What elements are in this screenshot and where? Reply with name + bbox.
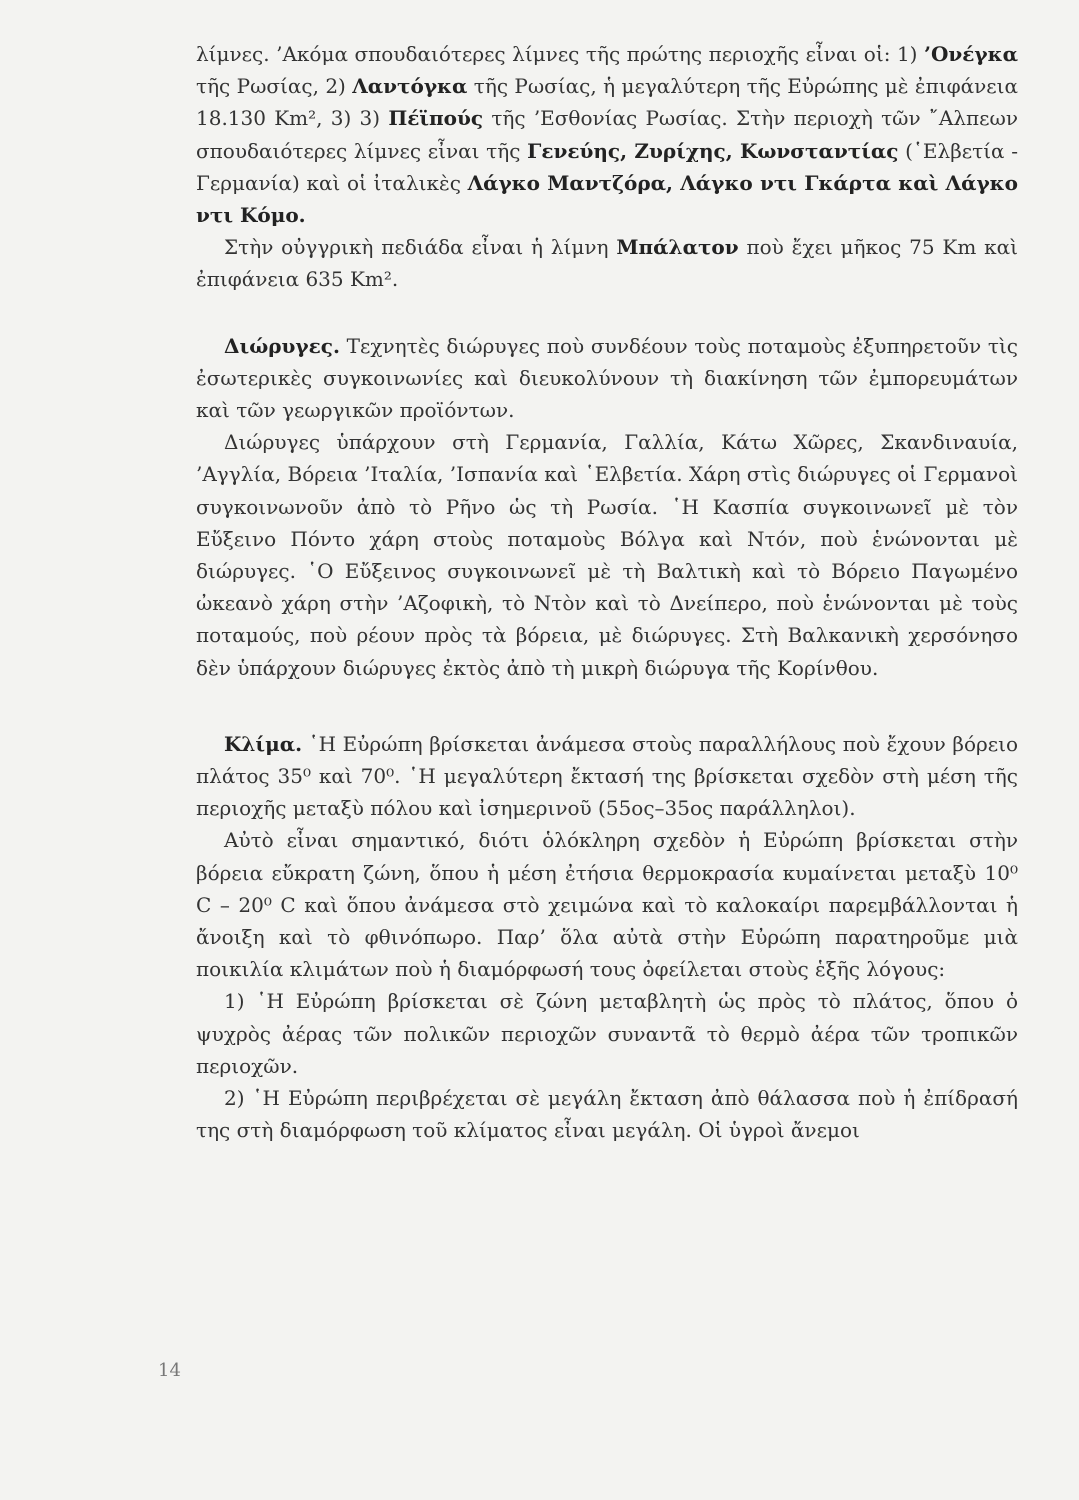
lakes-text-2: τῆς Ρωσίας, ἡ μεγαλύτερη τῆς Εὐρώπης μὲ ἐπιφάνεια 18.130 Km², 3) 3)	[196, 74, 1019, 131]
lake-balaton: Μπάλατον	[616, 235, 739, 260]
canals-paragraph-1	[196, 330, 1018, 427]
climate-heading: Κλίμα.	[224, 731, 303, 756]
alpine-lakes: Γενεύης, Ζυρίχης, Κωνσταντίας	[527, 138, 899, 163]
lake-onega: ’Ονέγκα	[923, 42, 1018, 66]
body-text	[196, 38, 1018, 1147]
lakes-text-1: τῆς Ρωσίας, 2)	[196, 74, 353, 99]
climate-paragraph-4: 2) ῾Η Εὐρώπη περιβρέχεται σὲ μεγάλη ἔκταση ἀπὸ θάλασσα ποὺ ἡ ἐπίδρασή της στὴ διαμόρφωση τοῦ κλίματος εἶναι μεγάλη. Οἱ ὑγροὶ ἄνεμοι	[196, 1086, 1018, 1143]
balaton-pre: Στὴν οὐγγρικὴ πεδιάδα εἶναι ἡ λίμνη	[224, 235, 617, 260]
climate-paragraph-1	[196, 728, 1018, 825]
italian-lakes: Λάγκο Μαντζόρα, Λάγκο ντι Γκάρτα καὶ Λάγκο ντι Κόμο.	[196, 170, 1018, 228]
lakes-paragraph	[196, 38, 1018, 231]
lakes-intro: λίμνες. ’Ακόμα σπουδαιότερες λίμνες τῆς πρώτης περιοχῆς εἶναι οἱ: 1)	[196, 42, 924, 66]
lake-peipus: Πέϊπούς	[388, 106, 484, 131]
lake-ladoga: Λαντόγκα	[352, 74, 468, 99]
page-number: 14	[158, 1360, 181, 1381]
canals-text-1: Τεχνητὲς διώρυγες ποὺ συνδέουν τοὺς ποταμοὺς ἐξυπηρετοῦν τὶς ἐσωτερικὲς συγκοινωνίες καὶ διευκολύνουν τὴ διακίνηση τῶν ἐμπορευμάτων καὶ τῶν γεωργικῶν προϊόντων.	[196, 333, 1018, 423]
climate-text-1: ῾Η Εὐρώπη βρίσκεται ἀνάμεσα στοὺς παραλλήλους ποὺ ἔχουν βόρειο πλάτος 35⁰ καὶ 70⁰. ῾Η μεγαλύτερη ἔκτασή της βρίσκεται σχεδὸν στὴ μέση τῆς περιοχῆς μεταξὺ πόλου καὶ ἰσημερινοῦ (55ος–35ος παράλληλοι).	[196, 731, 1018, 821]
lakes-text-4: (῾Ελβετία - Γερμανία) καὶ οἱ ἰταλικὲς	[196, 138, 1018, 195]
canals-paragraph-2: Διώρυγες ὑπάρχουν στὴ Γερμανία, Γαλλία, Κάτω Χῶρες, Σκανδιναυία, ’Αγγλία, Βόρεια ’Ιταλία, ’Ισπανία καὶ ῾Ελβετία. Χάρη στὶς διώρυγες οἱ Γερμανοὶ συγκοινωνοῦν ἀπὸ τὸ Ρῆνο ὡς τὴ Ρωσία. ῾Η Κασπία συγκοινωνεῖ μὲ τὸν Εὔξεινο Πόντο χάρη στοὺς ποταμοὺς Βόλγα καὶ Ντόν, ποὺ ἑνώνονται μὲ διώρυγες. ῾Ο Εὔξεινος συγκοινωνεῖ μὲ τὴ Βαλτικὴ καὶ τὸ Βόρειο Παγωμένο ὠκεανὸ χάρη στὴν ’Αζοφικὴ, τὸ Ντὸν καὶ τὸ Δνείπερο, ποὺ ἑνώνονται μὲ τοὺς ποταμούς, ποὺ ρέουν πρὸς τὰ βόρεια, μὲ διώρυγες. Στὴ Βαλκανικὴ χερσόνησο δὲν ὑπάρχουν διώρυγες ἐκτὸς ἀπὸ τὴ μικρὴ διώρυγα τῆς Κορίνθου.	[196, 430, 1018, 680]
balaton-paragraph	[196, 231, 1018, 295]
canals-heading: Διώρυγες.	[224, 333, 340, 358]
lakes-text-3: τῆς ’Εσθονίας Ρωσίας. Στὴν περιοχὴ τῶν ῎Αλπεων σπουδαιότερες λίμνες εἶναι τῆς	[196, 106, 1018, 163]
climate-paragraph-2: Αὐτὸ εἶναι σημαντικό, διότι ὁλόκληρη σχεδὸν ἡ Εὐρώπη βρίσκεται στὴν βόρεια εὔκρατη ζώνη, ὅπου ἡ μέση ἐτήσια θερμοκρασία κυμαίνεται μεταξὺ 10⁰ C – 20⁰ C καὶ ὅπου ἀνάμεσα στὸ χειμώνα καὶ τὸ καλοκαίρι παρεμβάλλονται ἡ ἄνοιξη καὶ τὸ φθινόπωρο. Παρ’ ὅλα αὐτὰ στὴν Εὐρώπη παρατηροῦμε μιὰ ποικιλία κλιμάτων ποὺ ἡ διαμόρφωσή τους ὀφείλεται στοὺς ἑξῆς λόγους:	[196, 828, 1018, 982]
climate-paragraph-3: 1) ῾Η Εὐρώπη βρίσκεται σὲ ζώνη μεταβλητὴ ὡς πρὸς τὸ πλάτος, ὅπου ὁ ψυχρὸς ἀέρας τῶν πολικῶν περιοχῶν συναντᾶ τὸ θερμὸ ἀέρα τῶν τροπικῶν περιοχῶν.	[196, 989, 1018, 1078]
balaton-post: ποὺ ἔχει μῆκος 75 Km καὶ ἐπιφάνεια 635 Km².	[196, 235, 1019, 292]
